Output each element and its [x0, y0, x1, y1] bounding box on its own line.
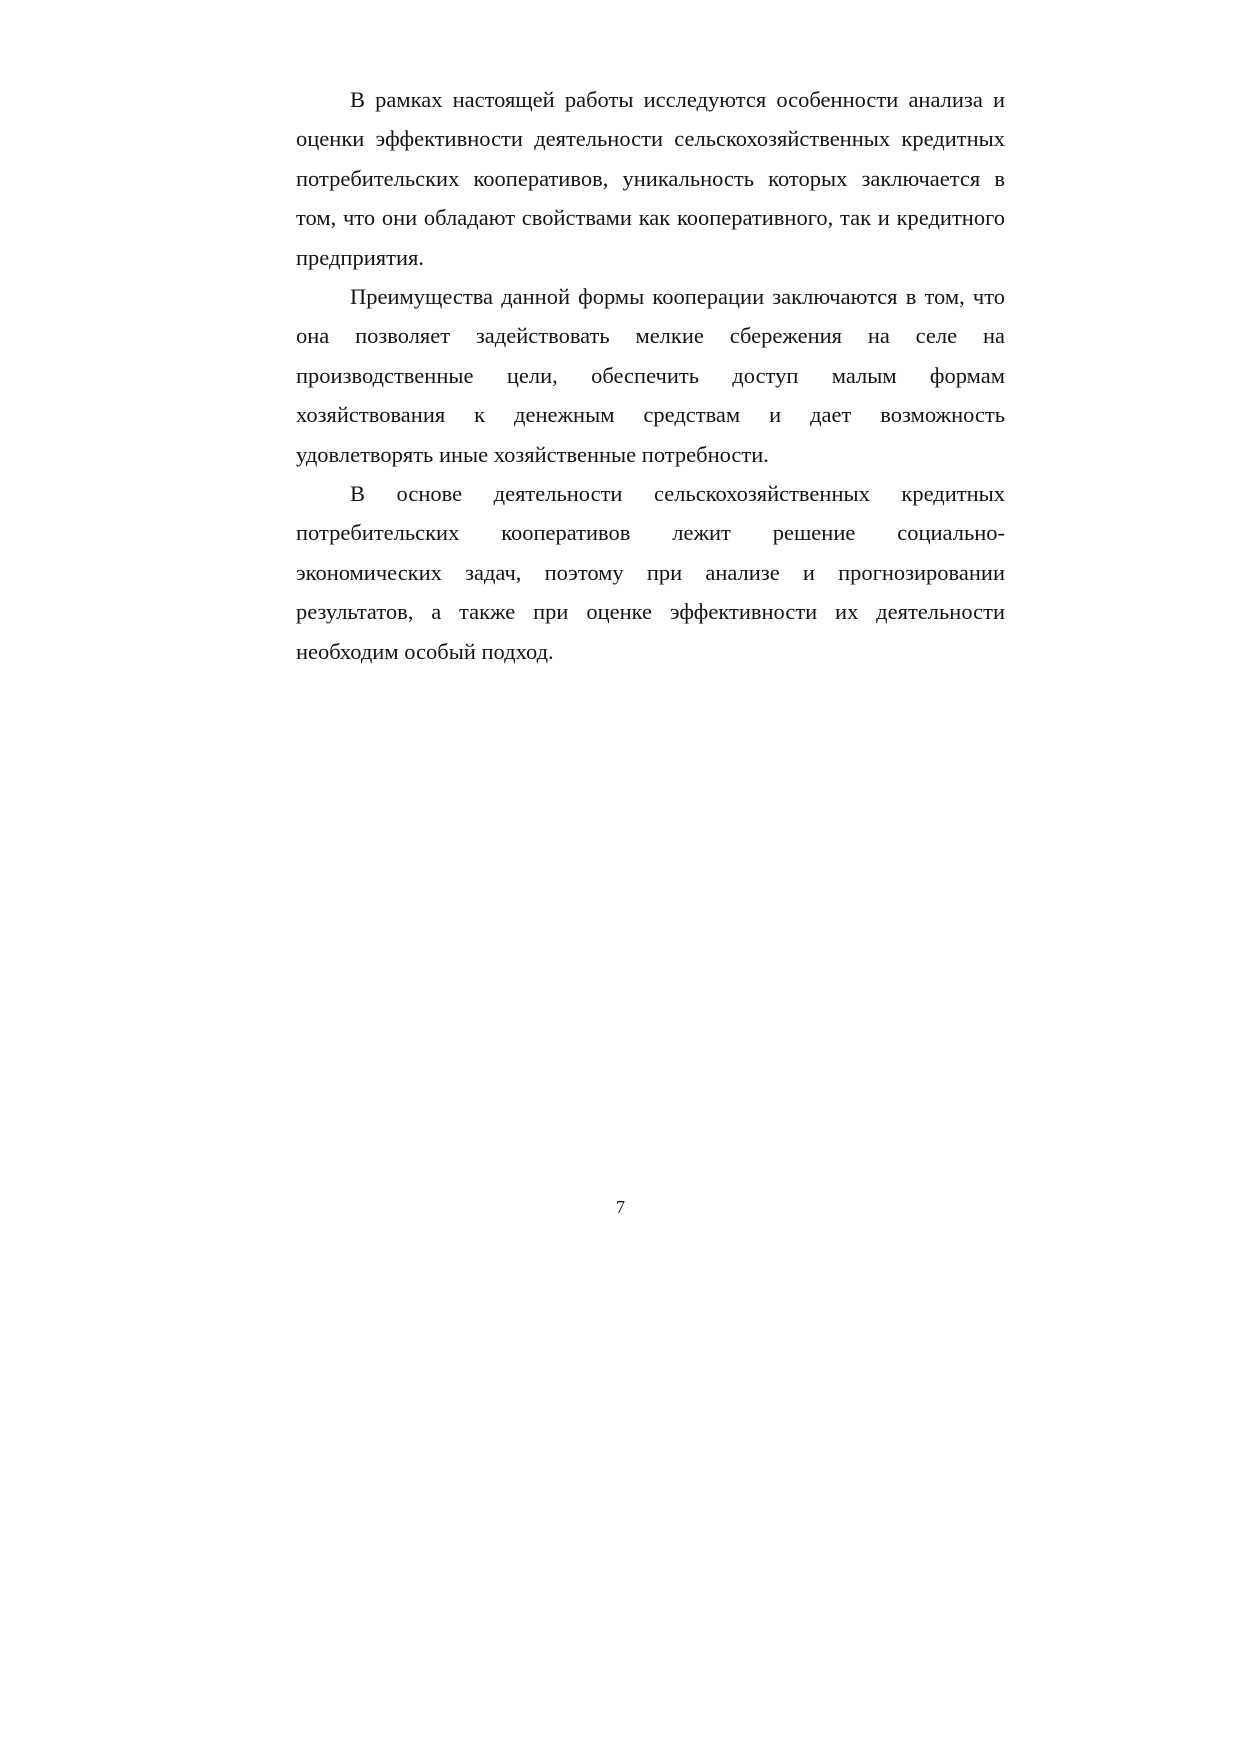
page-number: 7 — [616, 1197, 625, 1217]
body-text — [296, 80, 1005, 671]
paragraph-2: Преимущества данной формы кооперации заключаются в том, что она позволяет задействовать мелкие сбережения на селе на производственные цели, обеспечить доступ малым формам хозяйствования к денежным средствам и дает возможность удовлетворять иные хозяйственные потребности. — [296, 284, 1005, 467]
paragraph-1: В рамках настоящей работы исследуются особенности анализа и оценки эффективности деятельности сельскохозяйственных кредитных потребительских кооперативов, уникальность которых заключается в том, что они обладают свойствами как кооперативного, так и кредитного предприятия. — [296, 87, 1005, 270]
paragraph-3: В основе деятельности сельскохозяйственных кредитных потребительских кооперативов лежит решение социально-экономических задач, поэтому при анализе и прогнозировании результатов, а также при оценке эффективности их деятельности необходим особый подход. — [296, 481, 1005, 664]
